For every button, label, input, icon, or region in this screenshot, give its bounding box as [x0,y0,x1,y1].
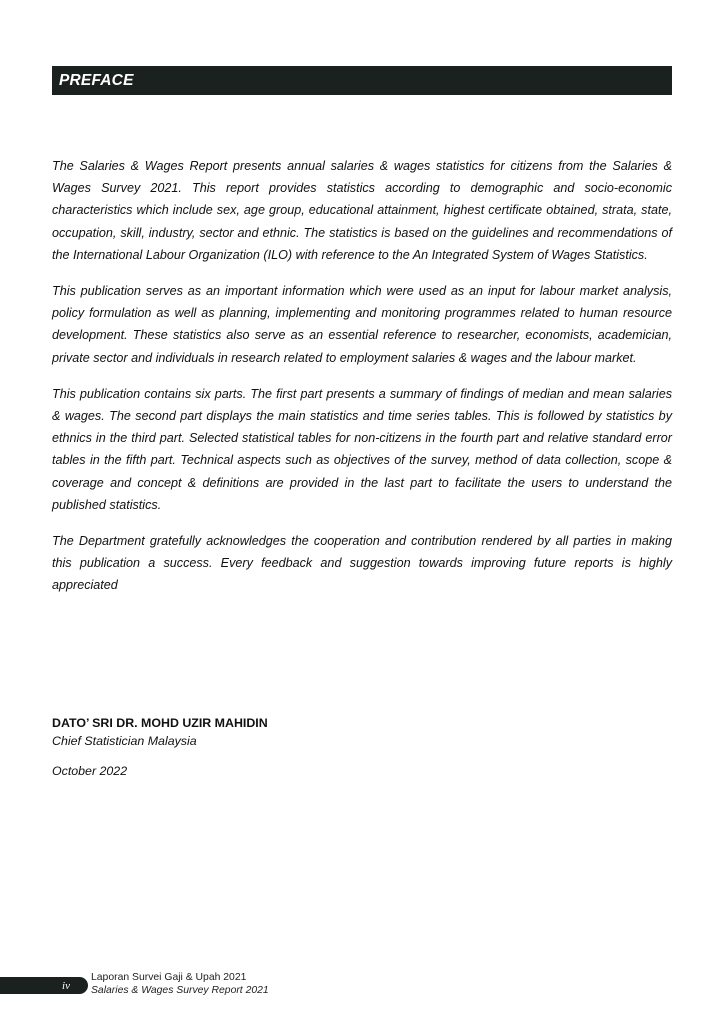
preface-body [52,155,672,611]
signature-block [52,714,452,780]
paragraph-4: The Department gratefully acknowledges the cooperation and contribution rendered by all parties in making this publication a success. Every feedback and suggestion towards improving future reports is highly appreciated [52,534,672,593]
signatory-title: Chief Statistician Malaysia [52,734,197,748]
footer-title-malay: Laporan Survei Gaji & Upah 2021 [91,972,247,983]
page-title: PREFACE [59,71,134,89]
page-number: iv [62,979,70,992]
footer-title-english: Salaries & Wages Survey Report 2021 [91,985,269,996]
preface-header-bar [52,66,672,95]
signatory-name: DATO’ SRI DR. MOHD UZIR MAHIDIN [52,716,268,730]
signature-date: October 2022 [52,764,128,778]
paragraph-2: This publication serves as an important information which were used as an input for labour market analysis, policy formulation as well as planning, implementing and monitoring programmes related to human resource development. These statistics also serve as an essential reference to researcher, economists, academician, private sector and individuals in research related to employment salaries & wages and the labour market. [52,284,672,365]
paragraph-3: This publication contains six parts. The first part presents a summary of findings of median and mean salaries & wages. The second part displays the main statistics and time series tables. This is followed by statistics by ethnics in the third part. Selected statistical tables for non-citizens in the fourth part and relative standard error tables in the fifth part. Technical aspects such as objectives of the survey, method of data collection, scope & coverage and concept & definitions are provided in the last part to facilitate the users to understand the published statistics. [52,386,672,512]
page-number-tab [0,977,88,994]
paragraph-1: The Salaries & Wages Report presents annual salaries & wages statistics for citizens from the Salaries & Wages Survey 2021. This report provides statistics according to demographic and socio-economic characteristics which include sex, age group, educational attainment, highest certificate obtained, strata, state, occupation, skill, industry, sector and ethnic. The statistics is based on the guidelines and recommendations of the International Labour Organization (ILO) with reference to the An Integrated System of Wages Statistics. [52,159,672,262]
footer-report-title [91,971,269,997]
